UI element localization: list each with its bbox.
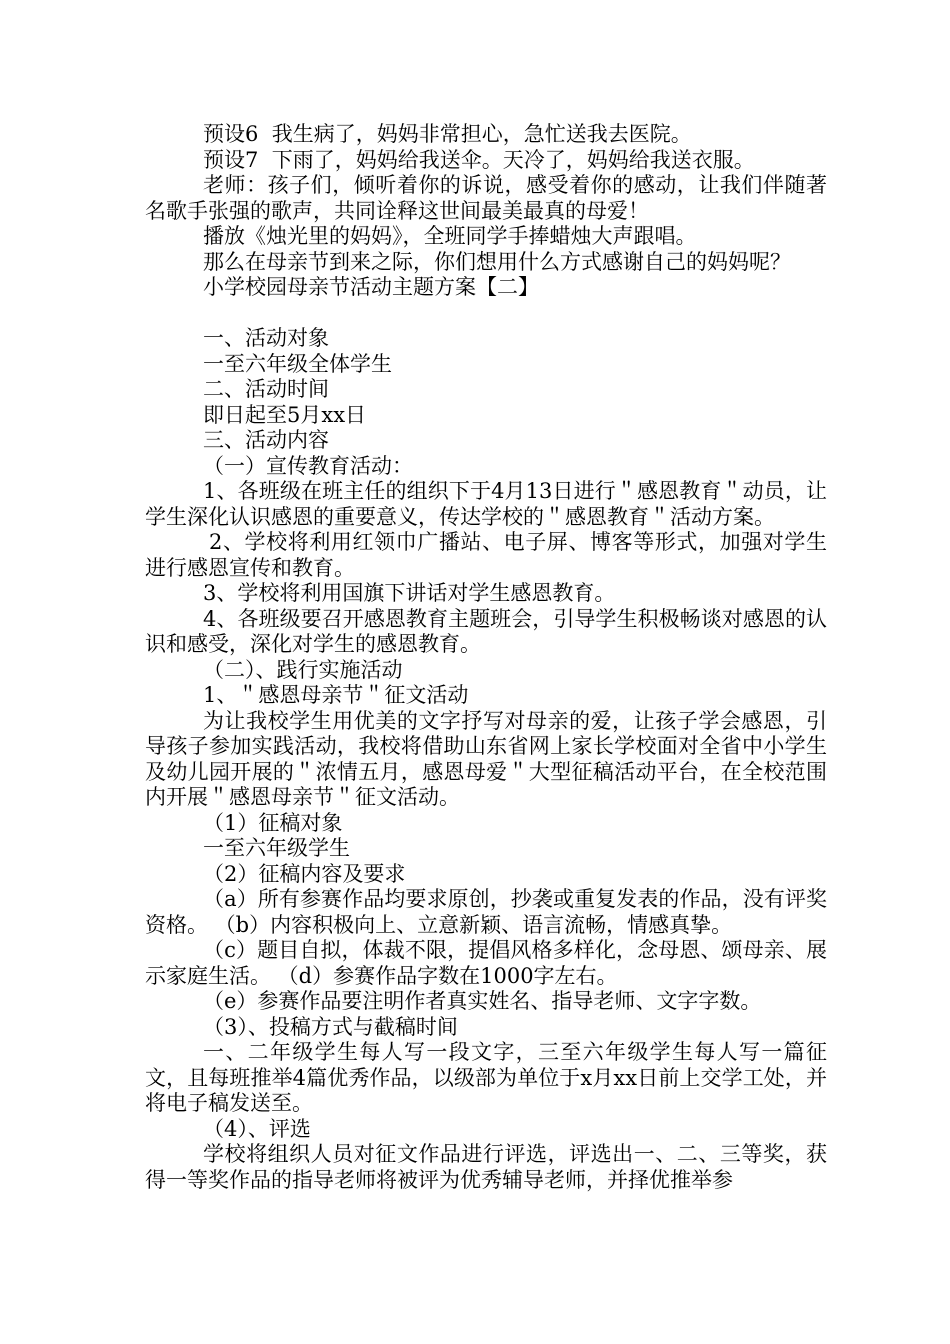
- subheading: （一）宣传教育活动：: [203, 453, 413, 478]
- paragraph: 预设7 下雨了，妈妈给我送伞。天冷了，妈妈给我送衣服。: [203, 147, 755, 172]
- paragraph: 老师：孩子们，倾听着你的诉说，感受着你的感动，让我们伴随著名歌手张强的歌声，共同诠释这世间最美最真的母爱！: [145, 173, 827, 223]
- paragraph: 即日起至5月xx日: [203, 402, 367, 427]
- paragraph: 4、各班级要召开感恩教育主题班会，引导学生积极畅谈对感恩的认识和感受，深化对学生的感恩教育。: [145, 606, 827, 656]
- heading-activity-target: 一、活动对象: [203, 326, 329, 350]
- paragraph: 2、学校将利用红领巾广播站、电子屏、博客等形式，加强对学生进行感恩宣传和教育。: [145, 530, 827, 580]
- paragraph: 1、＂感恩母亲节＂征文活动: [203, 683, 469, 707]
- paragraph: 一至六年级全体学生: [203, 351, 392, 376]
- paragraph: （1）征稿对象: [203, 810, 343, 835]
- subheading: （二）、践行实施活动: [203, 657, 403, 682]
- paragraph: （e）参赛作品要注明作者真实姓名、指导老师、文字字数。: [203, 989, 762, 1013]
- paragraph: 预设6 我生病了，妈妈非常担心，急忙送我去医院。: [203, 122, 692, 146]
- paragraph: 一、二年级学生每人写一段文字，三至六年级学生每人写一篇征文，且每班推举4篇优秀作品，以级部为单位于x月xx日前上交学工处，并将电子稿发送至。: [145, 1040, 827, 1115]
- paragraph: （4）、评选: [203, 1116, 311, 1141]
- paragraph: （2）征稿内容及要求: [203, 861, 406, 886]
- paragraph: 为让我校学生用优美的文字抒写对母亲的爱，让孩子学会感恩，引导孩子参加实践活动，我校将借助山东省网上家长学校面对全省中小学生及幼儿园开展的＂浓情五月，感恩母爱＂大型征稿活动平台，在全校范围内开展＂感恩母亲节＂征文活动。: [145, 708, 827, 809]
- paragraph: 1、各班级在班主任的组织下于4月13日进行＂感恩教育＂动员，让学生深化认识感恩的重要意义，传达学校的＂感恩教育＂活动方案。: [145, 479, 827, 529]
- paragraph: （a）所有参赛作品均要求原创，抄袭或重复发表的作品，没有评奖资格。 （b）内容积极向上、立意新颖、语言流畅，情感真挚。: [145, 887, 827, 937]
- paragraph: 3、学校将利用国旗下讲话对学生感恩教育。: [203, 581, 616, 605]
- paragraph: （c）题目自拟，体裁不限，提倡风格多样化，念母恩、颂母亲、展示家庭生活。 （d）参赛作品字数在1000字左右。: [145, 938, 827, 988]
- paragraph: 那么在母亲节到来之际，你们想用什么方式感谢自己的妈妈呢？: [203, 249, 791, 274]
- paragraph: 一至六年级学生: [203, 836, 350, 860]
- paragraph: （3）、投稿方式与截稿时间: [203, 1014, 458, 1039]
- paragraph: 学校将组织人员对征文作品进行评选，评选出一、二、三等奖，获得一等奖作品的指导老师将被评为优秀辅导老师，并择优推举参: [145, 1142, 827, 1192]
- document-body: [145, 122, 827, 1193]
- section-heading: 小学校园母亲节活动主题方案【二】: [203, 275, 539, 299]
- blank-line: [145, 301, 827, 327]
- paragraph: 播放《烛光里的妈妈》，全班同学手捧蜡烛大声跟唱。: [203, 224, 697, 248]
- heading-activity-time: 二、活动时间: [203, 377, 329, 401]
- heading-activity-content: 三、活动内容: [203, 428, 329, 452]
